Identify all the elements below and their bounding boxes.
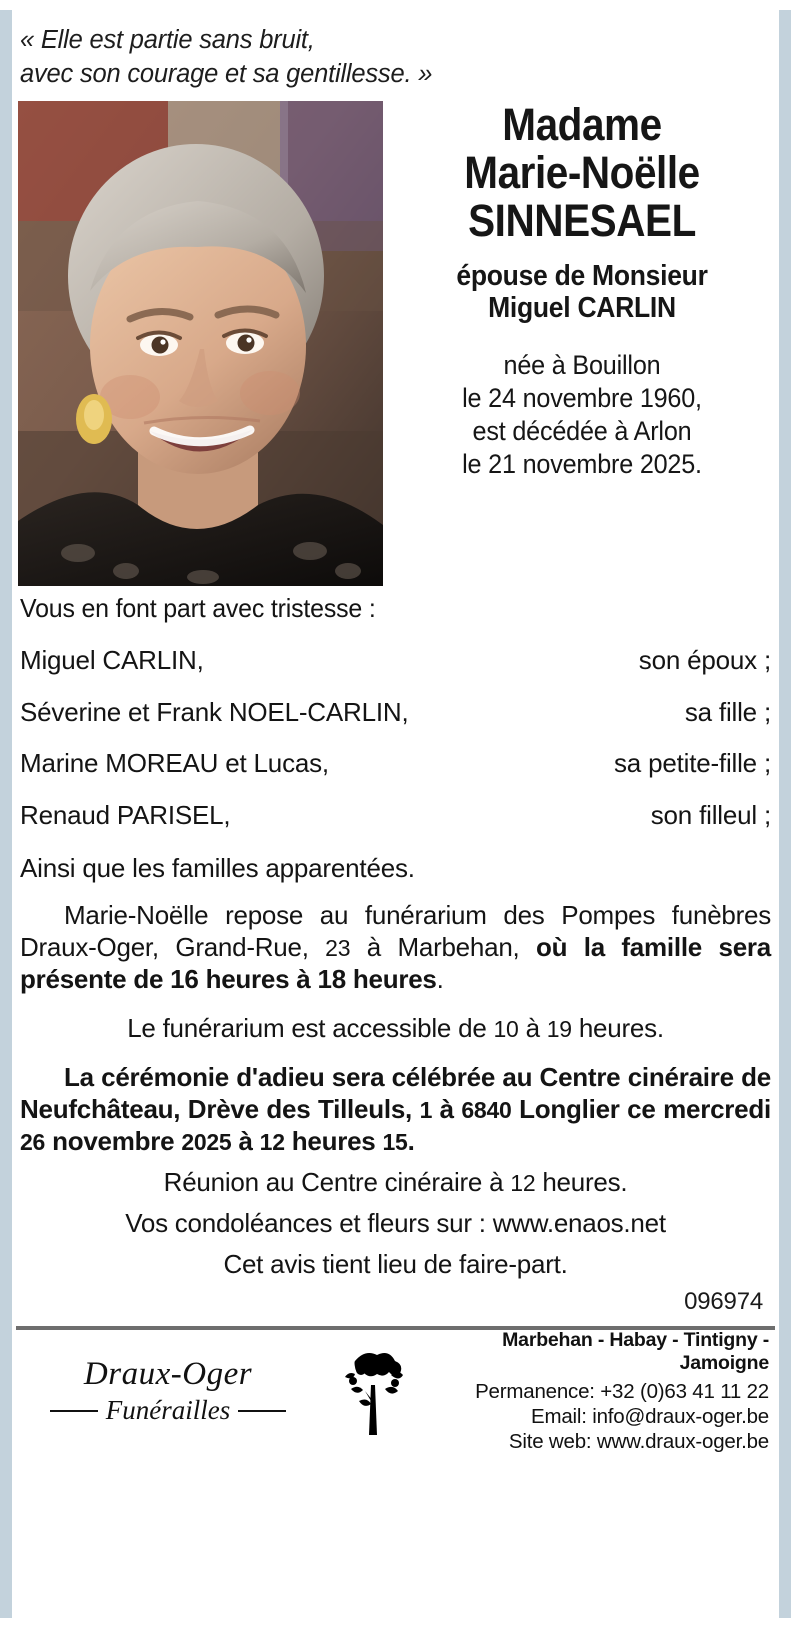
ceremony-text-5: à bbox=[231, 1126, 260, 1157]
name-block bbox=[383, 101, 773, 480]
related-families: Ainsi que les familles apparentées. bbox=[20, 852, 415, 883]
spouse-of bbox=[406, 261, 758, 325]
relative-relation: son époux ; bbox=[638, 644, 771, 675]
page-frame-top bbox=[0, 0, 791, 10]
epitaph bbox=[12, 10, 779, 97]
portrait-photo bbox=[18, 101, 383, 586]
repose-paragraph bbox=[20, 900, 771, 996]
access-text-3: heures. bbox=[571, 1013, 664, 1044]
epitaph-line-2: avec son courage et sa gentillesse. » bbox=[20, 59, 433, 88]
relative-row bbox=[20, 645, 771, 676]
repose-text-3: . bbox=[436, 964, 444, 995]
relative-relation: son filleul ; bbox=[650, 800, 771, 830]
death-place: est décédée à Arlon bbox=[472, 415, 692, 446]
gathering-line bbox=[20, 1166, 771, 1199]
access-text-1: Le funérarium est accessible de bbox=[127, 1013, 494, 1044]
ceremony-text-3: Longlier ce mercredi bbox=[511, 1094, 771, 1125]
website-line[interactable]: Site web: www.draux-oger.be bbox=[508, 1429, 769, 1453]
ceremony-postcode: 6840 bbox=[461, 1097, 512, 1124]
access-text-2: à bbox=[518, 1013, 547, 1044]
tree-icon bbox=[318, 1343, 428, 1439]
funeral-home-name: Draux-Oger bbox=[83, 1356, 253, 1393]
gathering-text-1: Réunion au Centre cinéraire à bbox=[163, 1167, 511, 1198]
first-name: Marie-Noëlle bbox=[464, 147, 700, 198]
page-frame-left bbox=[0, 0, 12, 1628]
relative-name: Renaud PARISEL, bbox=[20, 800, 231, 830]
deceased-title bbox=[412, 101, 752, 244]
ceremony-text-1: La cérémonie d'adieu sera célébrée au Centre cinéraire de Neufchâteau, Drève des Tilleuls, bbox=[20, 1062, 771, 1125]
ceremony-text-2: à bbox=[432, 1094, 462, 1125]
email-line[interactable]: Email: info@draux-oger.be bbox=[530, 1404, 769, 1428]
ceremony-text-6: heures bbox=[284, 1126, 383, 1157]
last-name: SINNESAEL bbox=[468, 194, 696, 246]
relative-relation: sa fille ; bbox=[684, 696, 771, 727]
condolences-line[interactable]: Vos condoléances et fleurs sur : www.enaos.net bbox=[125, 1207, 666, 1238]
spouse-name: Miguel CARLIN bbox=[488, 292, 676, 325]
page-frame-bottom bbox=[0, 1618, 791, 1628]
announcement-lead: Vous en font part avec tristesse : bbox=[20, 593, 376, 624]
repose-text-1: Marie-Noëlle repose au funérarium des Pompes funèbres Draux-Oger, Grand-Rue, bbox=[20, 900, 771, 963]
repose-text-2: à Marbehan, bbox=[350, 932, 536, 963]
relative-name: Marine MOREAU et Lucas, bbox=[20, 748, 329, 779]
relative-row bbox=[20, 800, 771, 831]
vital-dates bbox=[402, 349, 761, 480]
phone-line: Permanence: +32 (0)63 41 11 22 bbox=[475, 1379, 769, 1403]
funeral-home-tagline: Funérailles bbox=[105, 1395, 231, 1426]
announcement-block bbox=[12, 593, 779, 1316]
repose-hours: où la famille sera présente de 16 heures à 18 heures bbox=[20, 932, 772, 995]
notice-content bbox=[12, 10, 779, 1618]
spouse-label: épouse de Monsieur bbox=[456, 260, 708, 293]
relative-relation: sa petite-fille ; bbox=[613, 748, 771, 779]
faire-part-note: Cet avis tient lieu de faire-part. bbox=[223, 1248, 568, 1279]
death-date: le 21 novembre 2025. bbox=[462, 448, 702, 479]
gathering-hour: 12 bbox=[510, 1170, 536, 1197]
ceremony-text-4: novembre bbox=[45, 1126, 182, 1157]
funeral-home-footer bbox=[12, 1328, 779, 1453]
funeral-home-contact bbox=[428, 1329, 773, 1454]
page-frame-right bbox=[779, 0, 791, 1628]
ceremony-text-7: . bbox=[407, 1126, 415, 1157]
relative-row bbox=[20, 697, 771, 728]
ceremony-year: 2025 bbox=[181, 1129, 232, 1156]
honorific: Madame bbox=[502, 99, 662, 151]
epitaph-line-1: « Elle est partie sans bruit, bbox=[20, 26, 315, 54]
birth-place: née à Bouillon bbox=[503, 350, 661, 381]
access-to-hour: 19 bbox=[546, 1016, 572, 1043]
header-block bbox=[12, 97, 779, 586]
relative-row bbox=[20, 748, 771, 779]
access-from-hour: 10 bbox=[493, 1016, 519, 1043]
service-towns: Marbehan - Habay - Tintigny - Jamoigne bbox=[502, 1328, 769, 1374]
relative-name: Miguel CARLIN, bbox=[20, 644, 204, 675]
funeral-home-logo bbox=[18, 1356, 318, 1426]
gathering-text-2: heures. bbox=[535, 1167, 628, 1198]
ceremony-day: 26 bbox=[20, 1129, 46, 1156]
funerarium-access-paragraph bbox=[20, 1013, 771, 1045]
ceremony-minutes: 15 bbox=[382, 1129, 408, 1156]
birth-date: le 24 novembre 1960, bbox=[462, 383, 702, 414]
ceremony-street-number: 1 bbox=[419, 1097, 433, 1124]
repose-street-number: 23 bbox=[325, 935, 351, 962]
relative-name: Séverine et Frank NOEL-CARLIN, bbox=[20, 696, 409, 727]
ceremony-paragraph bbox=[20, 1062, 771, 1158]
ceremony-hour: 12 bbox=[259, 1129, 285, 1156]
reference-number: 096974 bbox=[684, 1288, 763, 1316]
